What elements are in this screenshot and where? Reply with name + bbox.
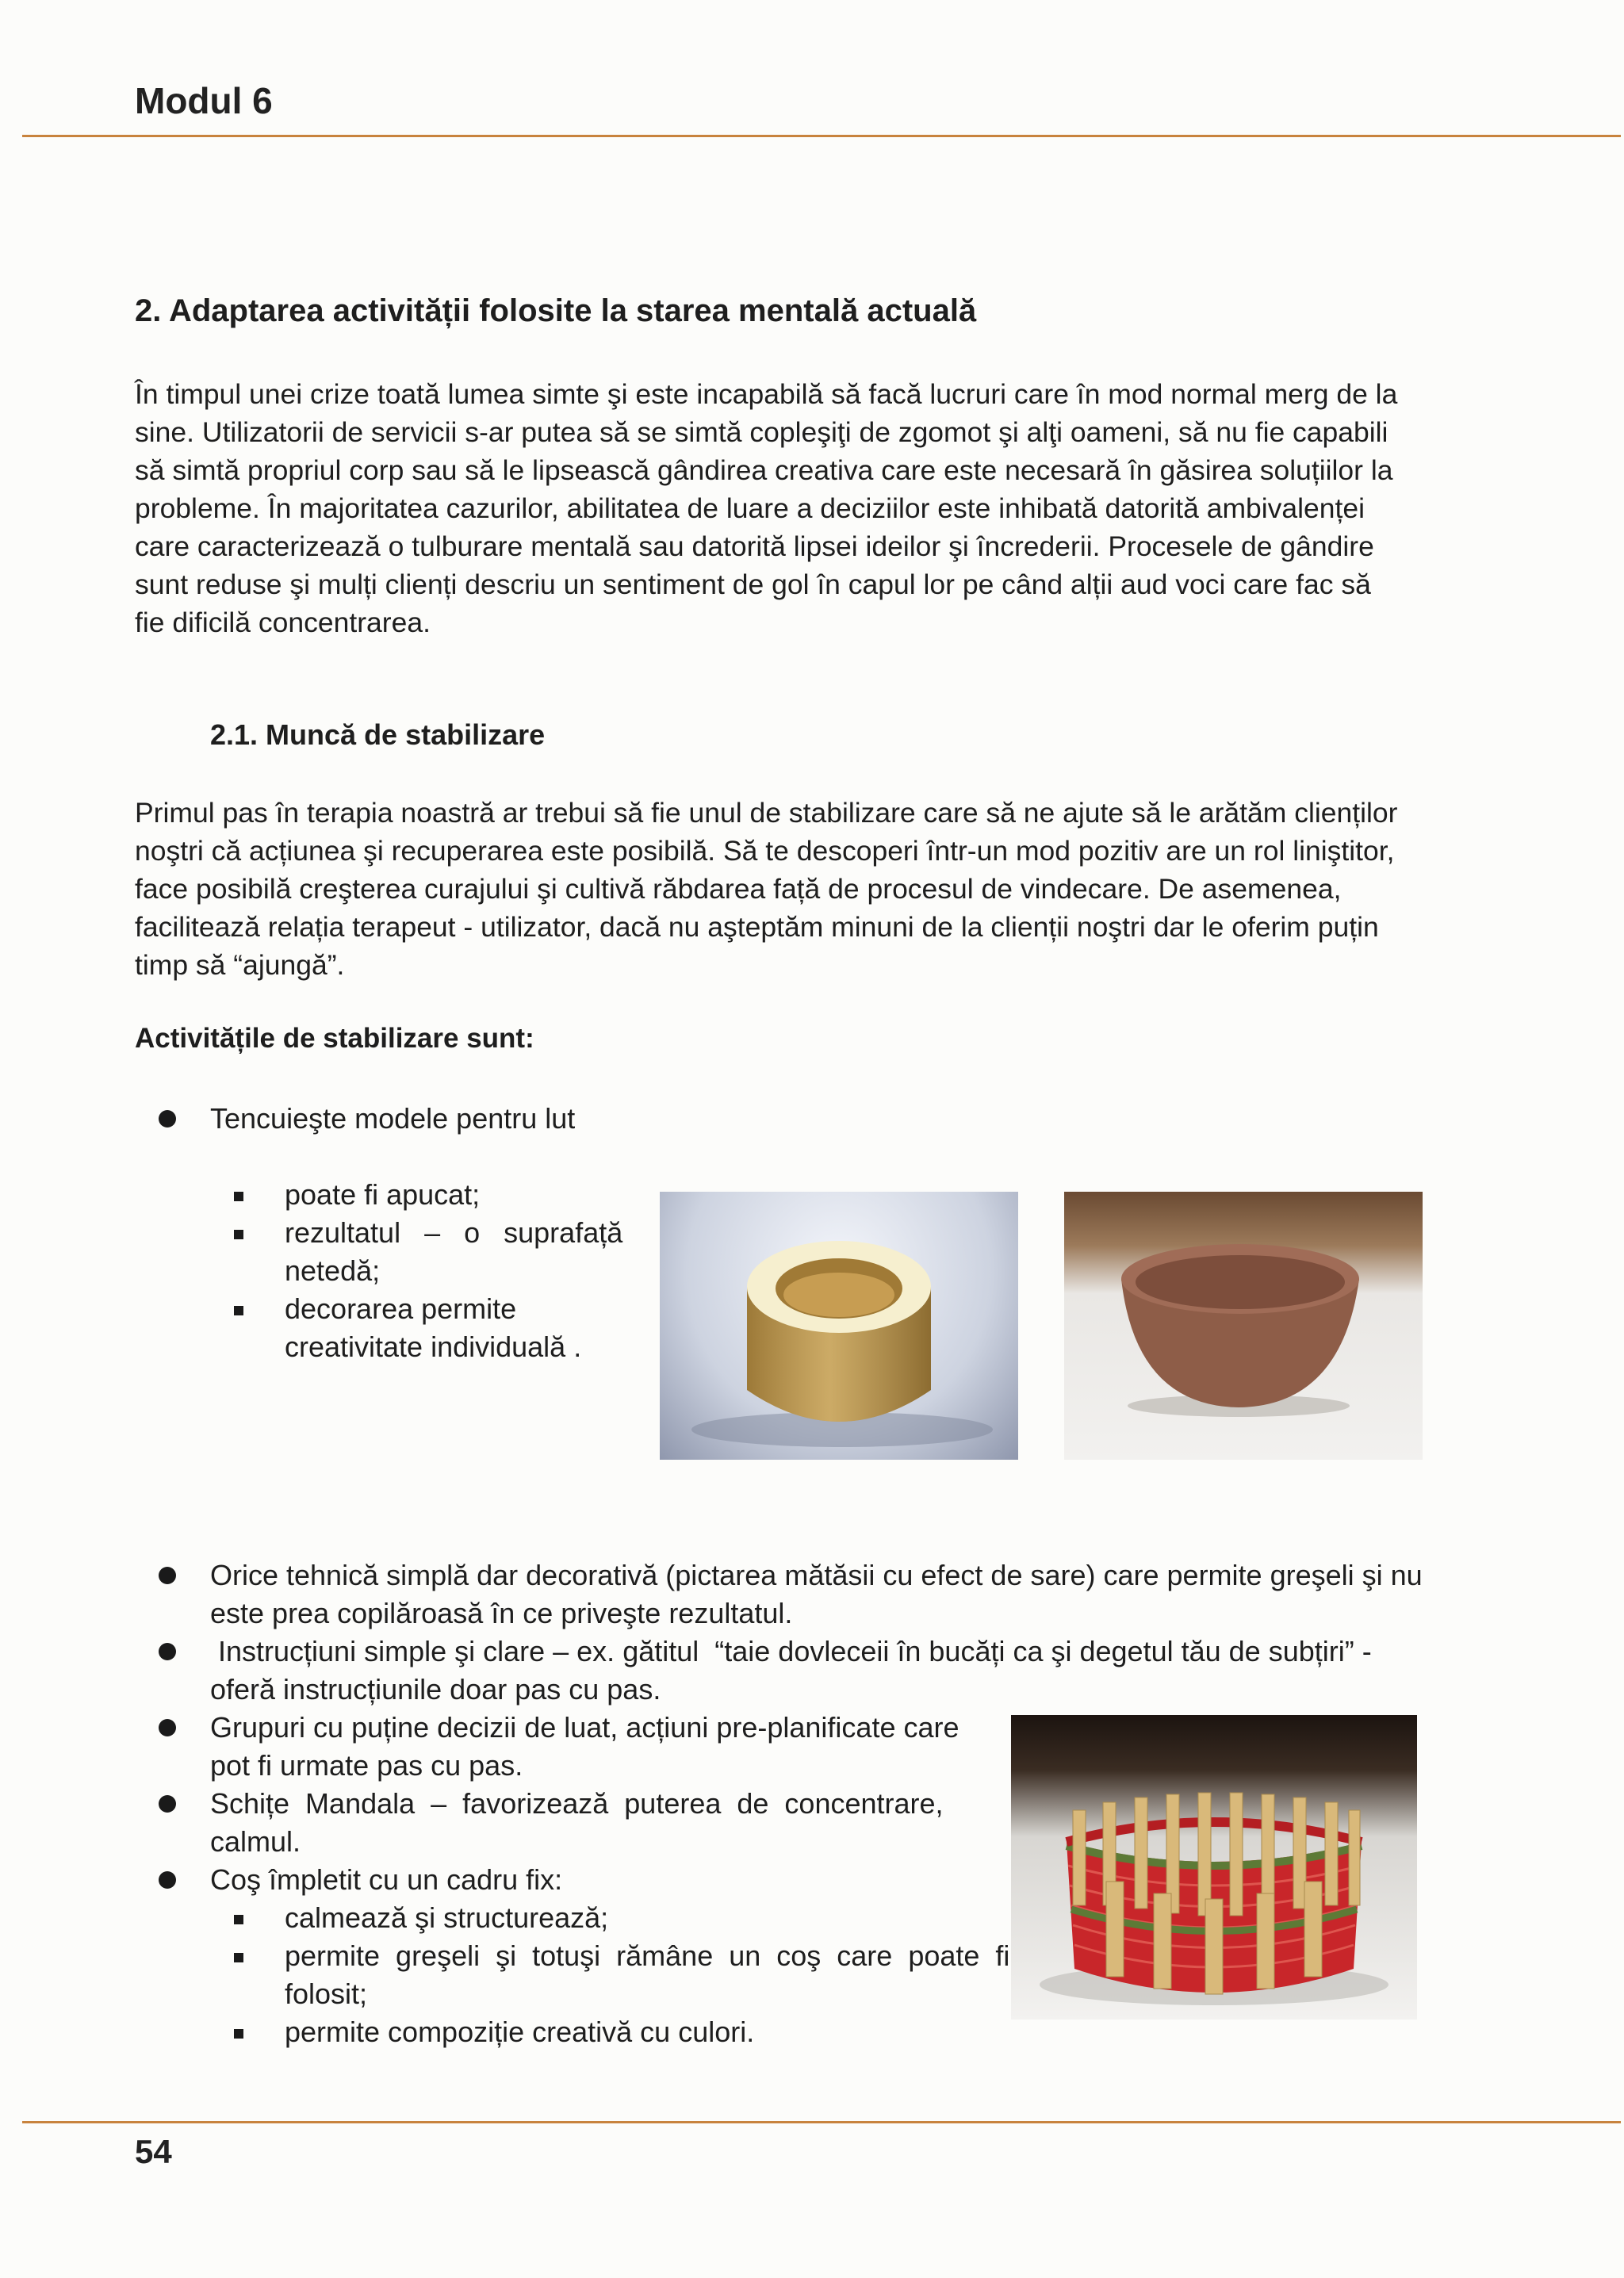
text-line: noştri că acțiunea şi recuperarea este posibilă. Să te descoperi într-un mod pozitiv are un rol liniştitor, [135,835,1395,867]
sub-bullet-item [234,1937,1009,1975]
module-title: Modul 6 [135,80,273,121]
sub-bullet-text: folosit; [285,1977,368,2010]
bullet-item [159,1556,1423,1595]
bullet-text: Instrucțiuni simple şi clare – ex. gătitul “taie dovleceii în bucăți ca şi degetul tău de subțiri” - [210,1635,1372,1667]
sub-bullet-text: poate fi apucat; [285,1178,481,1211]
sub-bullet-square [234,2029,243,2039]
bullet-dot [159,1110,176,1128]
sub-bullet-text: permite compoziție creativă cu culori. [285,2016,755,2048]
bullet-item [159,1100,575,1138]
sub-bullet-continuation [234,1975,367,2013]
text-line: sine. Utilizatorii de servicii s-ar putea să se simtă copleşiţi de zgomot şi alţi oameni, să nu fie capabili [135,416,1388,448]
sub-bullet-square [234,1230,243,1239]
intro-paragraph [135,375,1451,641]
section-title: 2. Adaptarea activității folosite la starea mentală actuală [135,293,977,328]
bullet-continuation [159,1747,523,1785]
stabilization-paragraph [135,794,1451,984]
sub-bullet-continuation [234,1328,581,1366]
plaster-bowl-photo [660,1192,1018,1460]
sub-bullet-item [234,1214,622,1252]
bullet-text: Coş împletit cu un cadru fix: [210,1863,563,1896]
bullet-text: pot fi urmate pas cu pas. [210,1749,523,1782]
sub-bullet-text: creativitate individuală . [285,1330,582,1363]
sub-bullet-square [234,1953,243,1962]
sub-bullet-continuation [234,1252,380,1290]
sub-bullet-text: rezultatul – o suprafață [285,1216,623,1249]
bullet-text: oferă instrucțiunile doar pas cu pas. [210,1673,661,1706]
sub-bullet-square [234,1306,243,1315]
text-line: sunt reduse şi mulți clienți descriu un sentiment de gol în capul lor pe când alții aud voci care fac să [135,569,1371,600]
clay-bowl-photo [1064,1192,1423,1460]
sub-bullet-square [234,1192,243,1201]
sub-bullet-text: decorarea permite [285,1292,517,1325]
bullet-dot [159,1643,176,1660]
text-line: timp să “ajungă”. [135,949,345,981]
bullet-text: calmul. [210,1825,301,1858]
sub-bullet-item [234,2013,754,2051]
bullet-dot [159,1871,176,1889]
bullet-continuation [159,1823,301,1861]
bullet-item [159,1633,1372,1671]
bullet-dot [159,1795,176,1813]
sub-bullet-item [234,1176,480,1214]
sub-bullet-text: calmează şi structurează; [285,1901,609,1934]
bullet-item [159,1709,959,1747]
text-line: să simtă propriul corp sau să le lipsească gândirea creativa care este necesară în găsirea soluțiilor la [135,454,1393,486]
sub-bullet-text: netedă; [285,1254,381,1287]
text-line: În timpul unei crize toată lumea simte şi este incapabilă să facă lucruri care în mod normal merg de la [135,378,1398,410]
text-line: Primul pas în terapia noastră ar trebui să fie unul de stabilizare care să ne ajute să le arătăm clienților [135,797,1398,829]
bullet-continuation [159,1671,661,1709]
page-number: 54 [135,2133,172,2170]
bullet-item [159,1785,944,1823]
sub-bullet-square [234,1915,243,1924]
sub-bullet-item [234,1899,608,1937]
subsection-title: 2.1. Muncă de stabilizare [210,718,546,751]
bullet-text: este prea copilăroasă în ce priveşte rezultatul. [210,1597,793,1629]
woven-basket-illustration [1011,1715,1417,2020]
plaster-bowl-illustration [660,1192,1018,1460]
bullet-text: Tencuieşte modele pentru lut [210,1102,576,1135]
bullet-item [159,1861,562,1899]
text-line: probleme. În majoritatea cazurilor, abilitatea de luare a deciziilor este inhibată datorită ambivalenței [135,492,1365,524]
text-line: care caracterizează o tulburare mentală sau datorită lipsei ideilor şi încrederii. Procesele de gândire [135,530,1374,562]
woven-basket-photo [1011,1715,1417,2020]
sub-bullet-text: permite greşeli şi totuşi rămâne un coş care poate fi [285,1939,1010,1972]
bullet-text: Schițe Mandala – favorizează puterea de concentrare, [210,1787,944,1820]
bullet-continuation [159,1595,792,1633]
clay-bowl-illustration [1064,1192,1423,1460]
sub-bullet-item [234,1290,516,1328]
activities-heading: Activitățile de stabilizare sunt: [135,1023,534,1054]
bullet-text: Orice tehnică simplă dar decorativă (pictarea mătăsii cu efect de sare) care permite greşeli şi nu [210,1559,1423,1591]
bullet-text: Grupuri cu puține decizii de luat, acțiuni pre-planificate care [210,1711,959,1744]
text-line: facilitează relația terapeut - utilizator, dacă nu aşteptăm minuni de la clienții noştri dar le oferim puțin [135,911,1379,943]
bullet-dot [159,1719,176,1736]
header-rule [22,135,1621,137]
bullet-dot [159,1567,176,1584]
text-line: fie dificilă concentrarea. [135,607,431,638]
footer-rule [22,2121,1621,2123]
text-line: face posibilă creşterea curajului şi cultivă răbdarea față de procesul de vindecare. De asemenea, [135,873,1342,905]
